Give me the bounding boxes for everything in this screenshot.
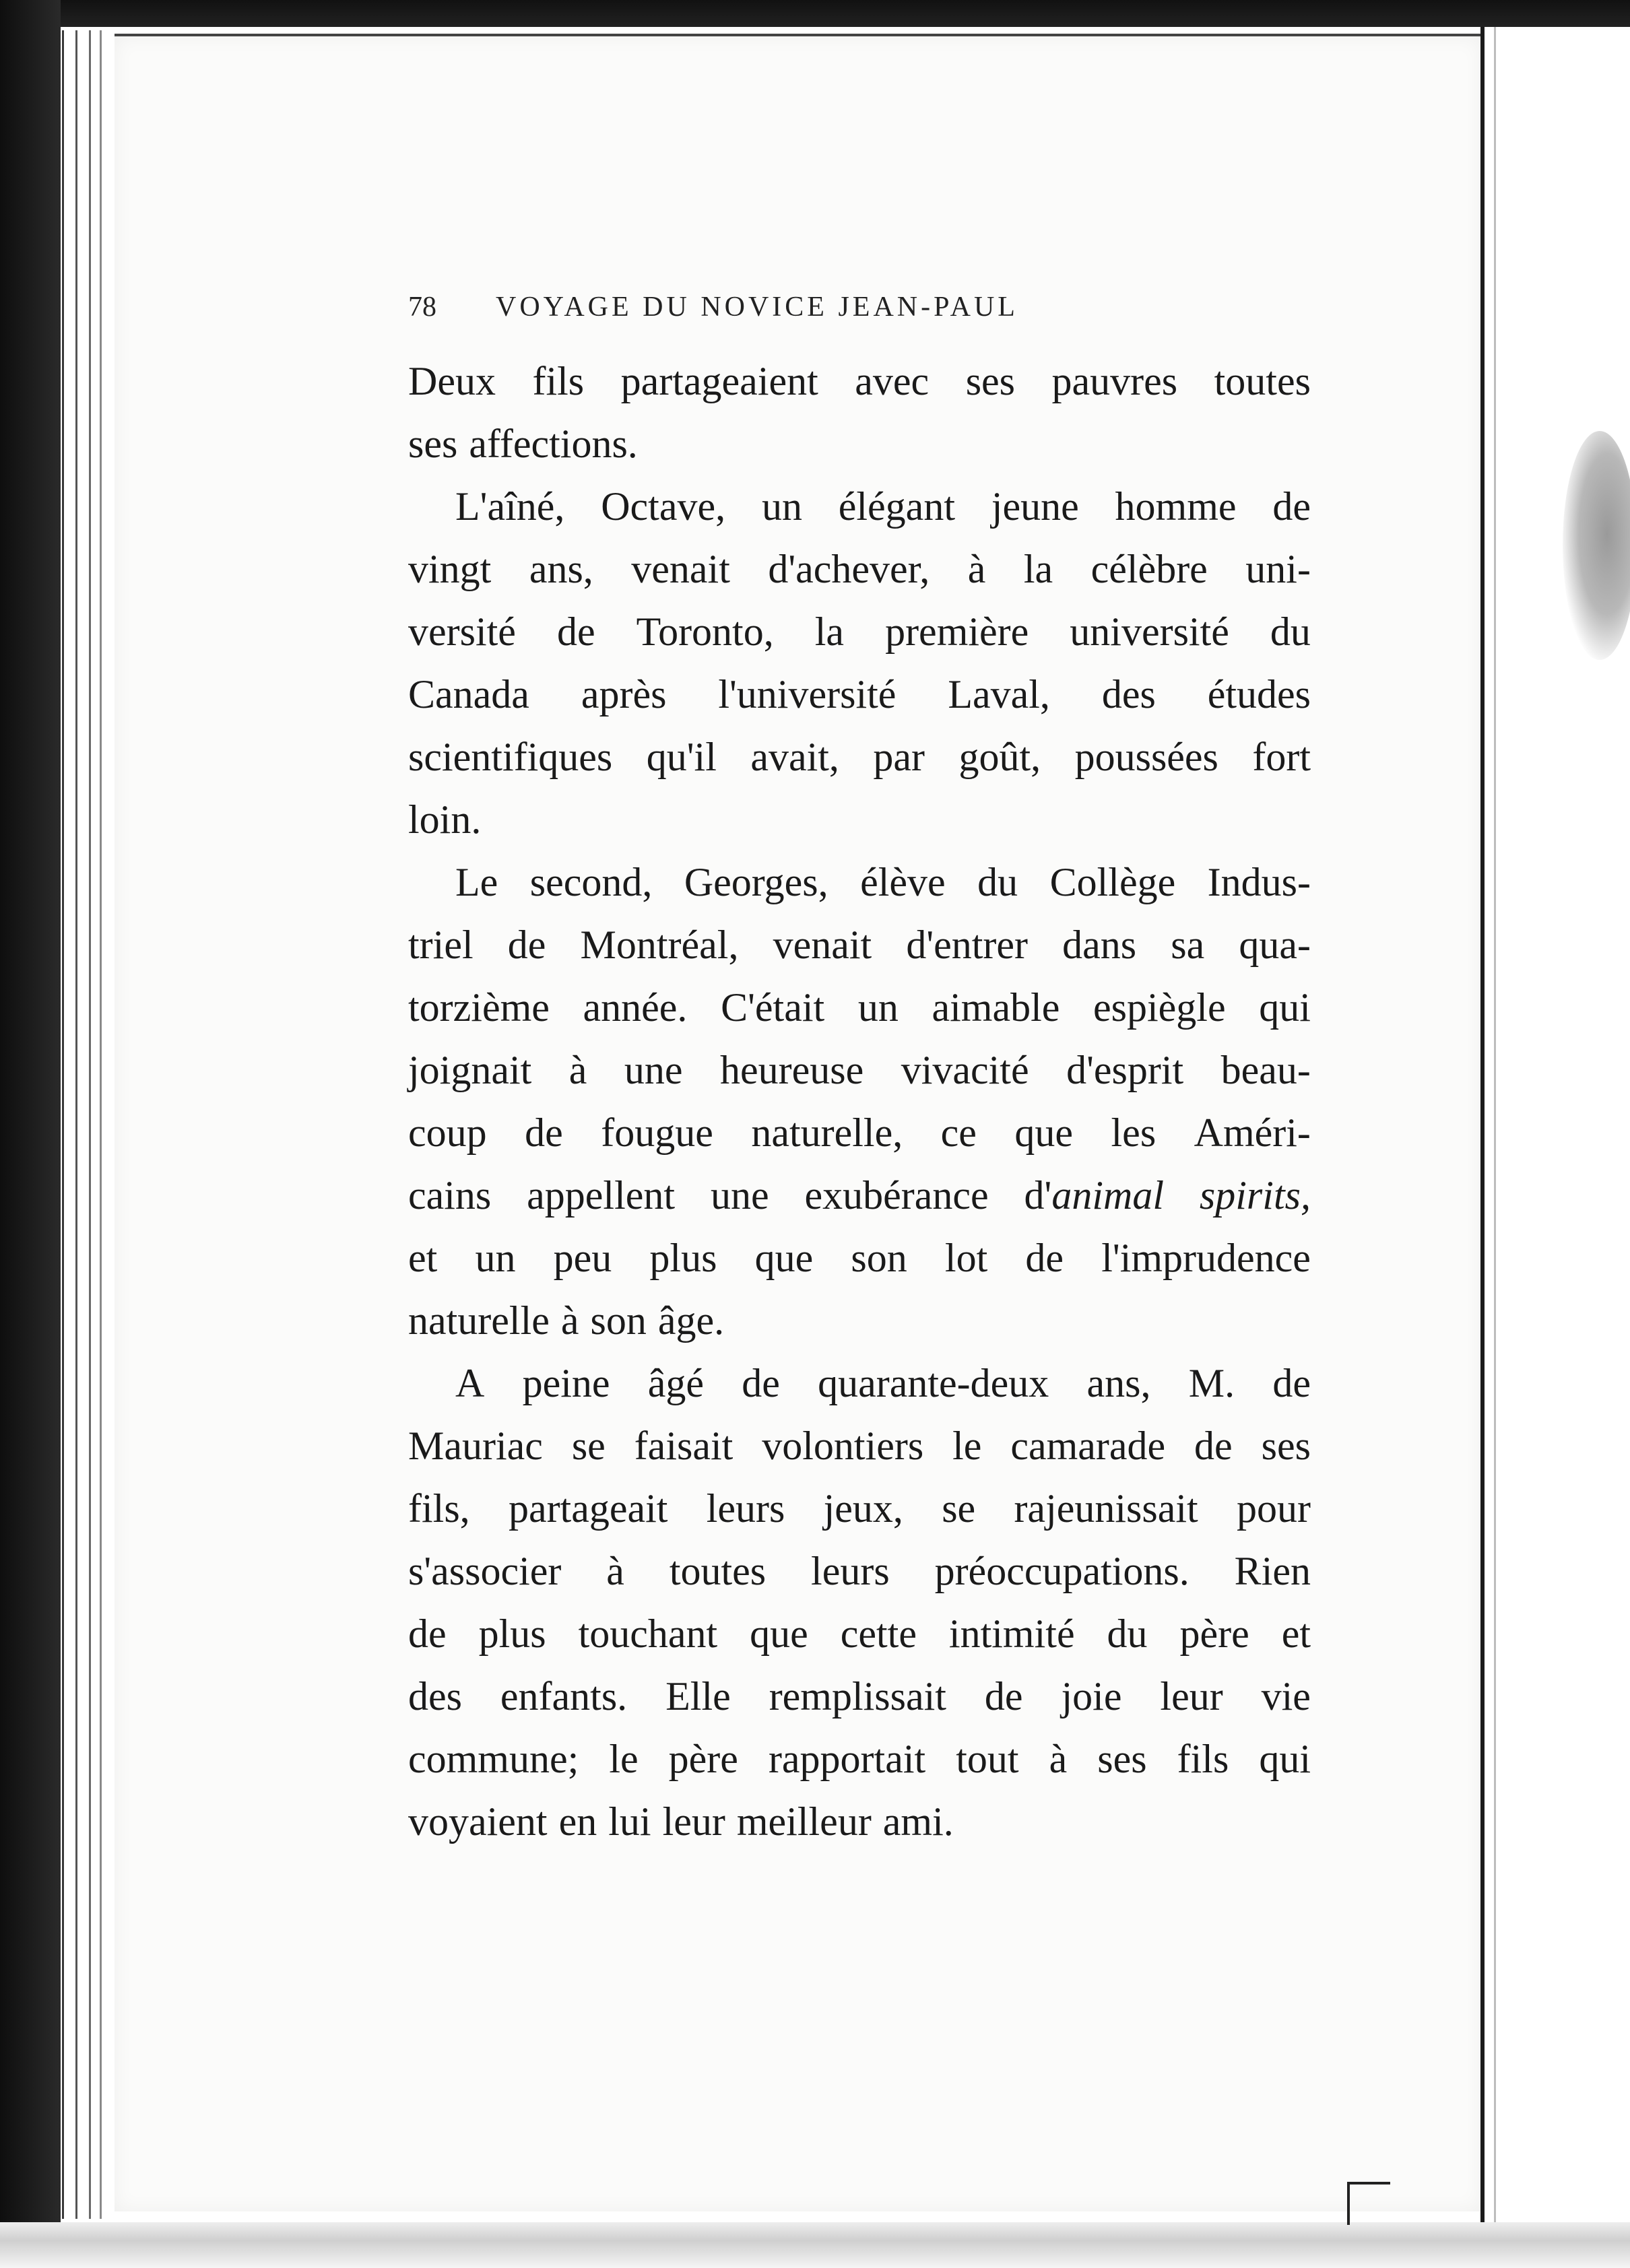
text-line: commune; le père rapportait tout à ses fils qui [408, 1737, 1311, 1781]
text-line: Deux fils partageaient avec ses pauvres toutes [408, 359, 1311, 403]
text-line: joignait à une heureuse vivacité d'esprit beau- [408, 1048, 1311, 1092]
text-line: s'associer à toutes leurs préoccupations. Rien [408, 1549, 1311, 1593]
page-edge [75, 30, 84, 2219]
text-line: Canada après l'université Laval, des études [408, 672, 1311, 716]
text-line: Mauriac se faisait volontiers le camarade de ses [408, 1424, 1311, 1468]
text-line: naturelle à son âge. [408, 1298, 725, 1343]
page-edge [100, 30, 108, 2219]
page-edge [62, 30, 71, 2219]
running-title: VOYAGE DU NOVICE JEAN-PAUL [496, 292, 1018, 323]
text-line: et un peu plus que son lot de l'imprudence [408, 1236, 1311, 1280]
text-line: L'aîné, Octave, un élégant jeune homme de [455, 484, 1311, 529]
text-line: Le second, Georges, élève du Collège Indus- [455, 860, 1311, 904]
text-line: versité de Toronto, la première université du [408, 609, 1311, 654]
text-line: voyaient en lui leur meilleur ami. [408, 1799, 954, 1844]
page-number: 78 [408, 292, 436, 323]
text-line: coup de fougue naturelle, ce que les Améri- [408, 1110, 1311, 1155]
text-line: de plus touchant que cette intimité du père et [408, 1611, 1311, 1656]
running-header [408, 291, 1311, 338]
text-line: cains appellent une exubérance d'animal spirits, [408, 1173, 1311, 1218]
text-line: scientifiques qu'il avait, par goût, poussées fort [408, 735, 1311, 779]
text-line: vingt ans, venait d'achever, à la célèbre uni- [408, 547, 1311, 591]
text-line: des enfants. Elle remplissait de joie leur vie [408, 1674, 1311, 1719]
text-line: torzième année. C'était un aimable espiègle qui [408, 985, 1311, 1030]
body-text [408, 350, 1311, 1853]
text-line: loin. [408, 797, 482, 842]
page-fold-shadow [1494, 27, 1496, 2229]
crop-mark [1347, 2182, 1390, 2225]
scan-border-top [0, 0, 1630, 27]
text-line: ses affections. [408, 422, 638, 466]
text-line: triel de Montréal, venait d'entrer dans sa qua- [408, 923, 1311, 967]
scan-border-left [0, 0, 61, 2268]
page-fold-line [1480, 27, 1485, 2229]
text-line: fils, partageait leurs jeux, se rajeunissait pour [408, 1486, 1311, 1531]
scan-border-bottom [0, 2222, 1630, 2268]
page-edge [89, 30, 98, 2219]
text-line: A peine âgé de quarante-deux ans, M. de [455, 1361, 1311, 1405]
ink-stain [1563, 431, 1630, 660]
